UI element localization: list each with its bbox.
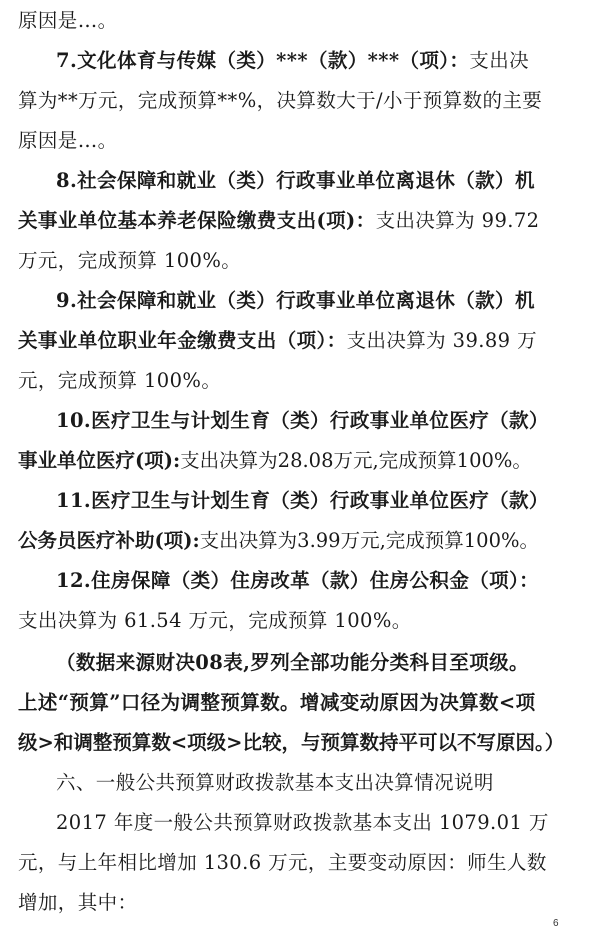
- item-7-line-3: 原因是…。: [18, 129, 118, 152]
- item-8-text: 支出决算为 99.72: [375, 209, 540, 232]
- item-7-text-1: 支出决: [469, 49, 529, 72]
- item-7-line-2: 算为**万元，完成预算**%，决算数大于/小于预算数的主要: [18, 89, 543, 112]
- item-7-heading: 7.文化体育与传媒（类）***（款）***（项）：: [56, 49, 470, 72]
- section-text-line-1: 2017 年度一般公共预算财政拨款基本支出 1079.01 万: [56, 811, 549, 834]
- item-10-text: 支出决算为28.08万元,完成预算100%。: [180, 449, 532, 472]
- paragraph-tail: 原因是…。: [18, 9, 118, 32]
- item-12-line-2: 支出决算为 61.54 万元，完成预算 100%。: [18, 609, 412, 632]
- item-9-heading: 9.社会保障和就业（类）行政事业单位离退休（款）机: [56, 289, 535, 312]
- item-11-line-2: [18, 528, 584, 554]
- item-11-heading: 11.医疗卫生与计划生育（类）行政事业单位医疗（款）: [56, 489, 549, 512]
- item-8-heading-cont: 关事业单位基本养老保险缴费支出(项)：: [18, 209, 376, 232]
- item-10-heading: 10.医疗卫生与计划生育（类）行政事业单位医疗（款）: [56, 409, 549, 432]
- item-8-line-3: 万元，完成预算 100%。: [18, 249, 242, 272]
- section-text-line-3: 增加，其中：: [18, 891, 138, 914]
- data-source-note-line-2: 上述“预算”口径为调整预算数。增减变动原因为决算数<项: [18, 691, 536, 714]
- item-10-line-2: [18, 448, 584, 474]
- item-8-line-2: [18, 208, 584, 234]
- item-9-text: 支出决算为 39.89 万: [346, 329, 537, 352]
- item-11-heading-cont: 公务员医疗补助(项):: [18, 529, 200, 552]
- item-12-heading: 12.住房保障（类）住房改革（款）住房公积金（项）：: [56, 569, 540, 592]
- page-number: 6: [553, 918, 559, 929]
- item-8-heading: 8.社会保障和就业（类）行政事业单位离退休（款）机: [56, 169, 535, 192]
- item-9-heading-cont: 关事业单位职业年金缴费支出（项）：: [18, 329, 347, 352]
- item-11-text: 支出决算为3.99万元,完成预算100%。: [199, 529, 540, 552]
- item-7-line-1: [56, 48, 584, 74]
- item-9-line-3: 元，完成预算 100%。: [18, 369, 222, 392]
- data-source-note-line-1: （数据来源财决08表,罗列全部功能分类科目至项级。: [56, 651, 529, 674]
- item-10-heading-cont: 事业单位医疗(项):: [18, 449, 181, 472]
- section-text-line-2: 元，与上年相比增加 130.6 万元，主要变动原因：师生人数: [18, 851, 547, 874]
- item-9-line-2: [18, 328, 584, 354]
- section-heading: 六、一般公共预算财政拨款基本支出决算情况说明: [56, 771, 494, 794]
- data-source-note-line-3: 级>和调整预算数<项级>比较，与预算数持平可以不写原因。）: [18, 731, 565, 754]
